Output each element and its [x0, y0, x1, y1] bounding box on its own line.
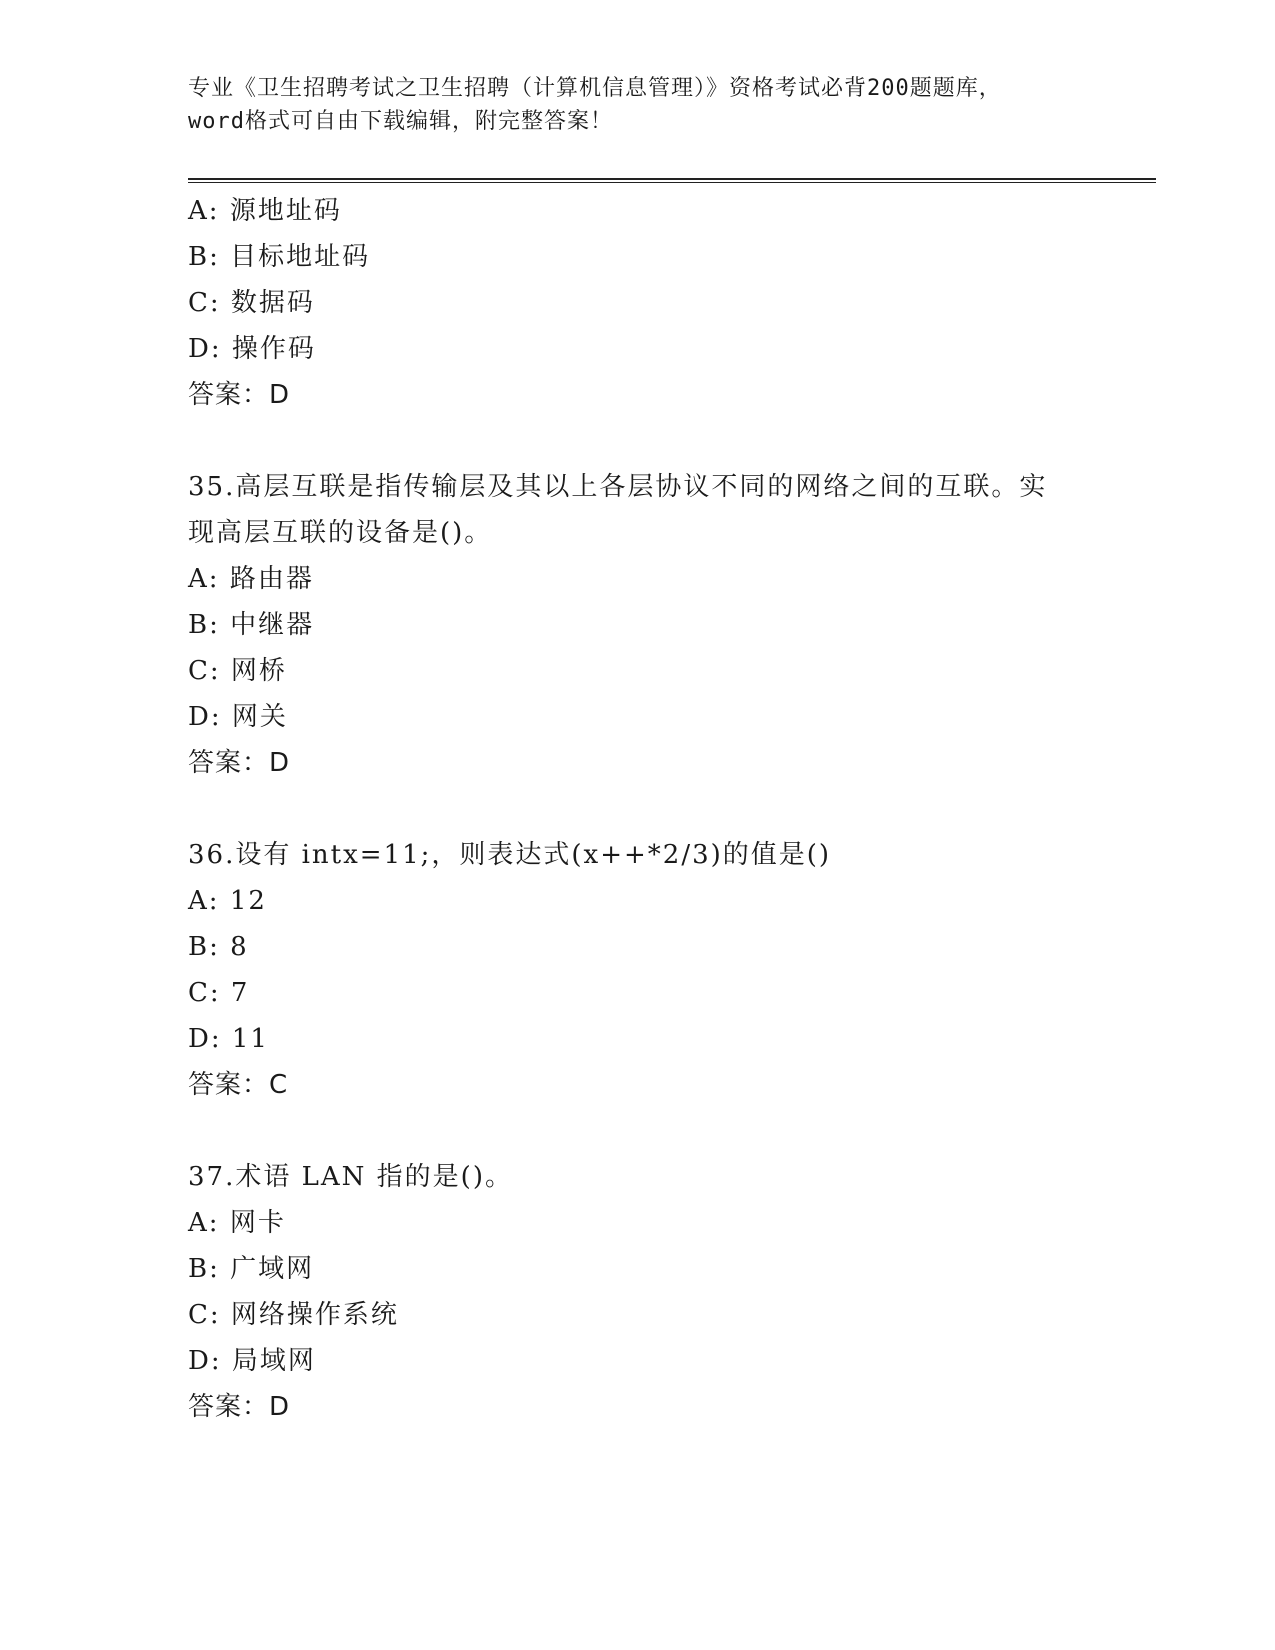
header-line-1: 专业《卫生招聘考试之卫生招聘（计算机信息管理）》资格考试必背200题题库， — [188, 76, 1002, 101]
option-d: D: 11 — [188, 1024, 269, 1054]
answer: 答案：D — [188, 748, 291, 778]
header-divider — [188, 178, 1156, 183]
question-34 — [188, 188, 1128, 418]
question-37 — [188, 1154, 1128, 1430]
answer: 答案：D — [188, 1392, 291, 1422]
header-line-2: word格式可自由下载编辑，附完整答案！ — [188, 109, 613, 134]
option-d: D: 局域网 — [188, 1346, 316, 1376]
option-d: D: 网关 — [188, 702, 288, 732]
option-a: A: 源地址码 — [188, 196, 342, 226]
question-stem-continued: 现高层互联的设备是()。 — [188, 518, 493, 548]
question-list — [188, 188, 1128, 1430]
question-stem: 35.高层互联是指传输层及其以上各层协议不同的网络之间的互联。实 — [188, 472, 1048, 502]
answer: 答案：D — [188, 380, 291, 410]
question-36 — [188, 832, 1128, 1108]
question-35 — [188, 464, 1128, 786]
option-d: D: 操作码 — [188, 334, 316, 364]
option-b: B: 8 — [188, 932, 249, 962]
option-a: A: 路由器 — [188, 564, 314, 594]
option-c: C: 网络操作系统 — [188, 1300, 399, 1330]
option-c: C: 网桥 — [188, 656, 287, 686]
question-stem: 37.术语 LAN 指的是()。 — [188, 1162, 513, 1192]
document-header — [188, 72, 1088, 138]
question-stem: 36.设有 intx=11;，则表达式(x++*2/3)的值是() — [188, 840, 832, 870]
option-b: B: 目标地址码 — [188, 242, 371, 272]
option-c: C: 7 — [188, 978, 250, 1008]
answer: 答案：C — [188, 1070, 289, 1100]
option-c: C: 数据码 — [188, 288, 315, 318]
option-a: A: 网卡 — [188, 1208, 286, 1238]
option-b: B: 广域网 — [188, 1254, 315, 1284]
option-b: B: 中继器 — [188, 610, 315, 640]
option-a: A: 12 — [188, 886, 267, 916]
